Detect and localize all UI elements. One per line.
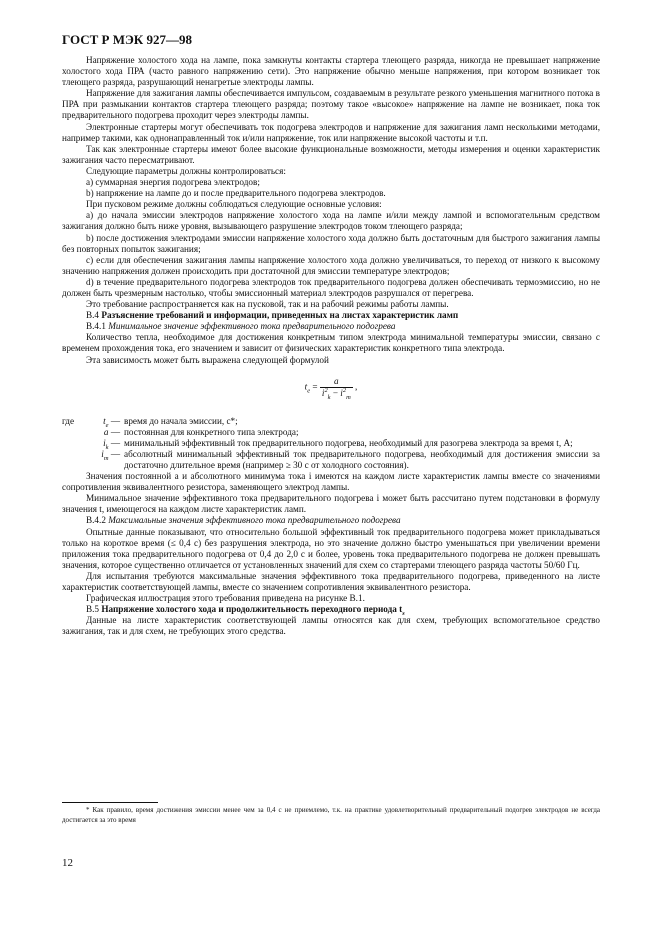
formula-lhs-subscript: e [307,387,311,395]
definition-lead [62,438,86,449]
formula-den-square: 2 [324,386,328,394]
definition-dash: — [108,415,120,426]
definition-item [62,416,600,427]
list-item: b) напряжение на лампе до и после предварительного подогрева электродов. [86,188,386,199]
definition-lead: где [62,415,75,426]
section-title: Минимальное значение эффективного тока предварительного подогрева [108,321,396,332]
list-item: d) в течение предварительного подогрева электродов ток предварительного подогрева должен обеспечивать термоэмиссию, но не должен быть чрезмерным настолько, чтобы эмиссионный материал электродов разрушался от перегрева. [62,276,600,298]
section-number: В.4.1 [86,321,106,332]
definition-text: минимальный эффективный ток предварительного подогрева, необходимый для разогрева электрода за время t, А; [124,437,573,448]
definition-symbol-letter: t [103,415,106,426]
formula-den-i: i [340,387,343,398]
paragraph: Электронные стартеры могут обеспечивать ток подогрева электродов и напряжение для зажигания ламп несколькими методами, например такими, как однонаправленный ток и/или напряжение, ток или напряжение высокой частоты и т.п. [62,121,600,143]
definition-dash: — [108,426,120,437]
list-item: с) если для обеспечения зажигания лампы напряжение холостого хода должно увеличиваться, то переход от низкого к высокому значению напряжения должен происходить при достаточной для эмиссии температуре электродов; [62,254,600,276]
formula-denominator [320,388,353,399]
definition-item [62,449,600,471]
definition-text: время до начала эмиссии, с*; [124,415,238,426]
formula-fraction [320,376,353,399]
formula-lhs: t [304,381,308,392]
definition-symbol-letter: a [103,426,109,437]
paragraph: Для испытания требуются максимальные значения эффективного тока предварительного подогрева, приведенного на листе характеристик соответствующей лампы, вместе со значением сопротивления эквивалентного резистора. [62,570,600,593]
definition-symbol-letter: i [101,448,104,459]
formula-den-minus: − [330,387,341,398]
definition-symbol-letter: i [103,437,106,448]
paragraph: Эта зависимость может быть выражена следующей формулой [86,354,329,365]
formula-equals: = [310,381,320,392]
paragraph: Значения постоянной a и абсолютного минимума тока i имеются на каждом листе характеристик лампы вместе со значениями сопротивления эквивалентного резистора, заменяющего электрод лампы. [62,471,600,493]
page-header-standard-title: ГОСТ Р МЭК 927—98 [62,32,192,47]
section-title: Максимальные значения эффективного тока предварительного подогрева [108,515,401,526]
section-number: В.4 [86,310,100,321]
paragraph: Данные на листе характеристик соответствующей лампы относятся как для схем, требующих вспомогательное средство зажигания, так и для схем, не требующих этого средства. [62,615,600,637]
section-heading-b4 [62,310,600,321]
paragraph: Количество тепла, необходимое для достижения конкретным типом электрода минимальной температуры эмиссии, связано с временем прохождения тока, его значением и зависит от физических характеристик конкретного типа электрода. [62,332,600,354]
page-number: 12 [62,857,73,869]
section-heading-b5 [62,604,600,618]
section-title: Разъяснение требований и информации, приведенных на листах характеристик ламп [101,310,459,321]
paragraph: Минимальное значение эффективного тока предварительного подогрева i может быть рассчитано путем подстановки в формулу значения t, имеющегося на каждом листе характеристик ламп. [62,493,600,515]
formula-numerator: a [320,376,353,388]
definition-dash: — [108,448,120,459]
section-title: Напряжение холостого хода и продолжительность переходного периода t [101,604,403,615]
formula-tail: , [352,381,358,392]
list-item: b) после достижения электродами эмиссии напряжение холостого хода должно быть достаточным для быстрого зажигания лампы без повторных попыток зажигания; [62,232,600,254]
paragraph: Так как электронные стартеры имеют более высокие функциональные возможности, методы измерения и оценки характеристик зажигания часто пересматривают. [62,143,600,165]
definition-symbol-subscript: m [103,454,109,462]
footnote-divider [62,802,158,803]
definition-lead [62,427,86,438]
definition-dash: — [108,437,120,448]
paragraph: Опытные данные показывают, что относительно большой эффективный ток предварительного подогрева может прикладываться только на короткое время (≤ 0,4 с) без разрушения электрода, но это значение должно быстро уменьшаться при увеличении времени приложения тока предварительного подогрева от 0,4 до 2,0 с и более, уровень тока предварительного подогрева не должен превышать значения, которое существенно отличается от установленных значений для схем со стартерами тлеющего разряда частоты 50/60 Гц. [62,526,600,570]
definition-symbol [86,449,124,471]
definition-symbol [86,438,124,449]
definition-item [62,427,600,438]
paragraph: При пусковом режиме должны соблюдаться следующие основные условия: [86,199,382,210]
formula-den-k: k [327,393,331,401]
formula-den-square: 2 [342,386,347,394]
list-item: а) суммарная энергия подогрева электродов; [86,177,260,188]
body-text [62,55,600,638]
subsection-heading-b42 [62,515,600,526]
definition-text: абсолютный минимальный эффективный ток предварительного подогрева, необходимый для достижения эмиссии за достаточно длительное время (например ≥ 30 с от холодного состояния). [124,448,600,470]
paragraph: Это требование распространяется как на пусковой, так и на рабочий режимы работы лампы. [86,299,449,310]
footnote: * Как правило, время достижения эмиссии менее чем за 0,4 с не приемлемо, т.к. на практике удовлетворительный предварительный подогрев электродов не всегда достигается за это время [62,806,600,824]
definition-symbol [86,427,124,438]
subsection-heading-b41 [62,321,600,332]
paragraph: Напряжение для зажигания лампы обеспечивается импульсом, создаваемым в результате резкого уменьшения магнитного потока в ПРА при размыкании контактов стартера тлеющего разряда; поэтому такое «высокое» напряжение на лампе не возникает, пока ток предварительного подогрева проходит через электроды лампы. [62,88,601,121]
formula-den-m: m [346,393,351,401]
formula-emission-time [62,376,600,404]
list-item: а) до начала эмиссии электродов напряжение холостого хода на лампе и/или между лампой и вспомогательным средством зажигания должно быть ниже уровня, вызывающего разрушение электродов током тлеющего разряда; [62,210,600,232]
definition-lead [62,449,86,471]
paragraph: Графическая иллюстрация этого требования приведена на рисунке В.1. [86,593,365,604]
definition-item [62,438,600,449]
definition-symbol-subscript: k [105,443,109,451]
section-number: В.5 [86,604,100,615]
formula-definitions [62,416,600,471]
section-number: В.4.2 [86,515,106,526]
paragraph: Напряжение холостого хода на лампе, пока замкнуты контакты стартера тлеющего разряда, никогда не превышает напряжение холостого хода ПРА (часто равного напряжению сети). Это напряжение обычно меньше напряжения, при котором возникает ток тлеющего разряда, разрушающий ненагретые электроды лампы. [62,55,600,88]
definition-text: постоянная для конкретного типа электрода; [124,426,299,437]
definition-symbol [86,416,124,427]
section-title-subscript: s [402,610,405,618]
formula-den-i: i [321,387,325,398]
definition-symbol-subscript: e [105,421,109,429]
paragraph: Следующие параметры должны контролироваться: [86,165,286,176]
